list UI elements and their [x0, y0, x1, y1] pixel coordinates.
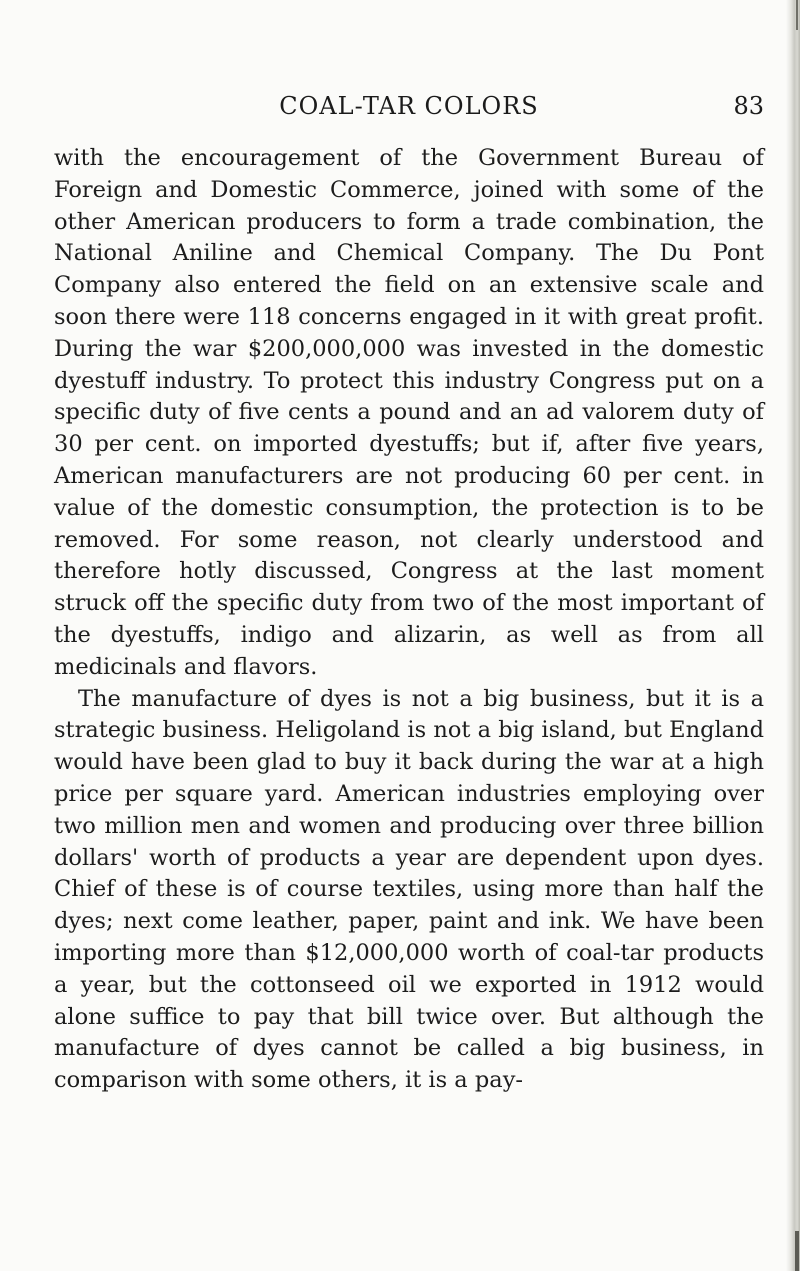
paragraph-2: The manufacture of dyes is not a big business, but it is a strategic business. Heligoland is not a big island, but England would have been glad to buy it back during the war at a high price per square yard. American industries employing over two million men and women and producing over three billion dollars' worth of products a year are dependent upon dyes. Chief of these is of course textiles, using more than half the dyes; next come leather, paper, paint and ink. We have been importing more than $12,000,000 worth of coal-tar products a year, but the cottonseed oil we exported in 1912 would alone suffice to pay that bill twice over. But although the manufacture of dyes cannot be called a big business, in comparison with some others, it is a pay-: [54, 685, 764, 1094]
page-number: 83: [733, 92, 764, 120]
page-header: [54, 92, 764, 132]
body-text: [54, 143, 764, 1097]
running-head: COAL-TAR COLORS: [279, 92, 539, 120]
paragraph-1: with the encouragement of the Government Bureau of Foreign and Domestic Commerce, joined with some of the other American producers to form a trade combination, the National Aniline and Chemical Company. The Du Pont Company also entered the field on an extensive scale and soon there were 118 concerns engaged in it with great profit. During the war $200,000,000 was invested in the domestic dyestuff industry. To protect this industry Congress put on a specific duty of five cents a pound and an ad valorem duty of 30 per cent. on imported dyestuffs; but if, after five years, American manufacturers are not producing 60 per cent. in value of the domestic consumption, the protection is to be removed. For some reason, not clearly understood and therefore hotly discussed, Congress at the last moment struck off the specific duty from two of the most important of the dyestuffs, indigo and alizarin, as well as from all medicinals and flavors.: [54, 145, 764, 680]
page-spine-edge: [786, 0, 800, 1271]
